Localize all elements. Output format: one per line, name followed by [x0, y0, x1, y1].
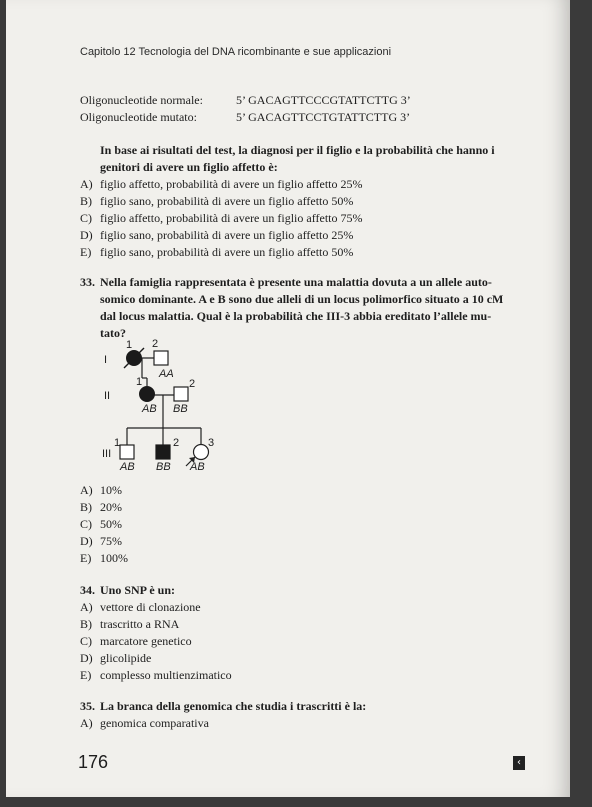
genotype-label: AB: [142, 403, 157, 415]
q33-option[interactable]: B) 20%: [80, 500, 122, 514]
sequence-value: 5’ GACAGTTCCCGTATTCTTG 3’: [236, 93, 411, 107]
q32-option[interactable]: C) figlio affetto, probabilità di avere un figlio affetto 75%: [80, 211, 363, 225]
book-page: [6, 0, 570, 797]
sequence-value: 5’ GACAGTTCCTGTATTCTTG 3’: [236, 110, 411, 124]
question-number: 34.: [80, 583, 95, 597]
q32-option[interactable]: B) figlio sano, probabilità di avere un figlio affetto 50%: [80, 194, 354, 208]
q33-stem: 33. Nella famiglia rappresentata è presente una malattia dovuta a un allele auto- somico dominante. A e B sono due alleli di un locus polimorfico situato a 10 cM dal locus malattia. Qual è la probabilità che III-3 abbia ereditato l’allele mu- tato?: [80, 275, 504, 340]
q32-option[interactable]: E) figlio sano, probabilità di avere un figlio affetto 50%: [80, 245, 354, 259]
q32-option[interactable]: A) figlio affetto, probabilità di avere un figlio affetto 25%: [80, 177, 363, 191]
nav-marker-icon: ‹: [513, 756, 525, 770]
q33-option[interactable]: E) 100%: [80, 551, 128, 565]
genotype-label: BB: [156, 461, 171, 473]
individual-number: 1: [126, 339, 133, 351]
individual-number: 1: [114, 437, 121, 449]
q34-option[interactable]: B) trascritto a RNA: [80, 617, 180, 631]
q33-option[interactable]: A) 10%: [80, 483, 122, 497]
q35-option[interactable]: A) genomica comparativa: [80, 716, 209, 730]
q32-option[interactable]: D) figlio sano, probabilità di avere un figlio affetto 25%: [80, 228, 354, 242]
sequence-label: Oligonucleotide mutato:: [80, 110, 197, 124]
individual-number: 2: [173, 437, 180, 449]
generation-label: III: [102, 448, 112, 460]
genotype-label: AB: [120, 461, 135, 473]
pedigree-ii2-male: [174, 387, 188, 401]
q34-option[interactable]: D) glicolipide: [80, 651, 152, 665]
pedigree-iii1-male: [120, 445, 134, 459]
individual-number: 2: [189, 378, 196, 390]
genotype-label: AB: [190, 461, 205, 473]
page-number: 176: [78, 752, 109, 772]
genotype-label: BB: [173, 403, 188, 415]
pedigree-iii3-female: [194, 445, 209, 460]
chapter-header: Capitolo 12 Tecnologia del DNA ricombinante e sue applicazioni: [80, 46, 392, 58]
q33-option[interactable]: D) 75%: [80, 534, 122, 548]
pedigree-i2-male: [154, 351, 168, 365]
q32-stem: In base ai risultati del test, la diagnosi per il figlio e la probabilità che hanno i genitori di avere un figlio affetto è:: [100, 143, 495, 174]
q33-option[interactable]: C) 50%: [80, 517, 122, 531]
pedigree-iii2-affected-male: [156, 445, 170, 459]
question-number: 35.: [80, 699, 95, 713]
generation-label: II: [104, 390, 111, 402]
individual-number: 3: [208, 437, 215, 449]
genotype-label: AA: [159, 368, 174, 380]
generation-label: I: [104, 354, 108, 366]
individual-number: 1: [136, 376, 143, 388]
pedigree-ii1-affected-female: [140, 387, 155, 402]
q35-stem: 35. La branca della genomica che studia i trascritti è la:: [80, 699, 367, 713]
question-number: 33.: [80, 275, 95, 289]
q34-option[interactable]: A) vettore di clonazione: [80, 600, 201, 614]
sequence-label: Oligonucleotide normale:: [80, 93, 203, 107]
q34-option[interactable]: E) complesso multienzimatico: [80, 668, 232, 682]
q34-option[interactable]: C) marcatore genetico: [80, 634, 192, 648]
q34-stem: 34. Uno SNP è un:: [80, 583, 176, 597]
individual-number: 2: [152, 338, 159, 350]
